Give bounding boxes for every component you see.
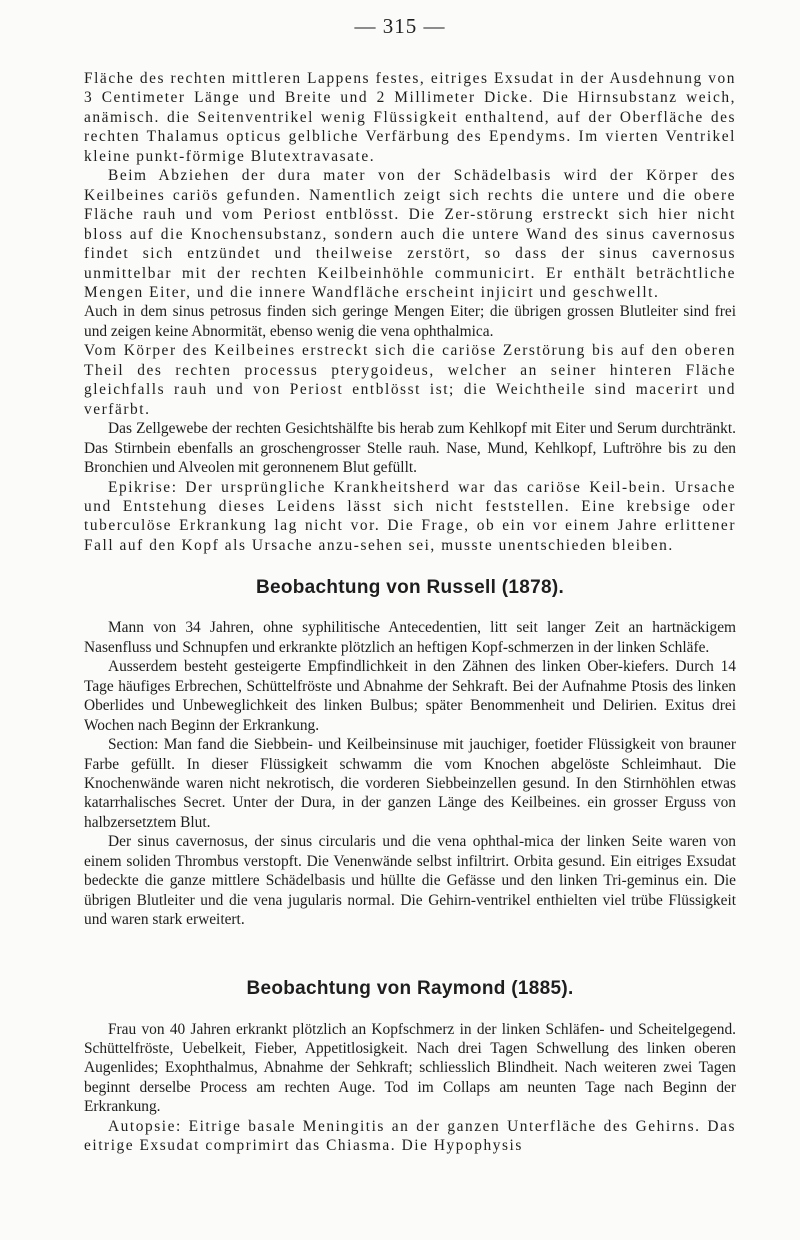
paragraph: Frau von 40 Jahren erkrankt plötzlich an Kopfschmerz in der linken Schläfen- und Scheitelgegend. Schüttelfröste, Uebelkeit, Fieber, Appetitlosigkeit. Nach drei Tagen Schwellung des linken oberen Augenlides; Exophthalmus, Abnahme der Sehkraft; schliesslich Blindheit. Nach weiteren zwei Tagen beginnt derselbe Process am rechten Auge. Tod im Collaps am neunten Tage nach Beginn der Erkrankung. <box>84 1020 736 1116</box>
paragraph: Auch in dem sinus petrosus finden sich geringe Mengen Eiter; die übrigen grossen Blutleiter sind frei und zeigen keine Abnormität, ebenso wenig die vena ophthalmica. <box>84 303 736 340</box>
page-number: — 315 — <box>354 14 446 38</box>
autopsie-paragraph: Autopsie: Eitrige basale Meningitis an der ganzen Unterfläche des Gehirns. Das eitrige Exsudat comprimirt das Chiasma. Die Hypophysis <box>84 1117 736 1155</box>
paragraph: Fläche des rechten mittleren Lappens festes, eitriges Exsudat in der Ausdehnung von 3 Centimeter Länge und Breite und 2 Millimeter Dicke. Die Hirnsubstanz weich, anämisch. die Seitenventrikel wenig Flüssigkeit enthaltend, auf der Oberfläche des rechten Thalamus opticus gelbliche Verfärbung des Ependyms. Im vierten Ventrikel kleine punkt-förmige Blutextravasate. <box>84 70 736 165</box>
paragraph: Das Zellgewebe der rechten Gesichtshälfte bis herab zum Kehlkopf mit Eiter und Serum durchtränkt. Das Stirnbein ebenfalls an groschengrosser Stelle rauh. Nase, Mund, Kehlkopf, Luftröhre bis zu den Bronchien und Alveolen mit geronnenem Blut gefüllt. <box>84 420 736 477</box>
paragraph: Beim Abziehen der dura mater von der Schädelbasis wird der Körper des Keilbeines cariös gefunden. Namentlich zeigt sich rechts die untere und die obere Fläche rauh und vom Periost entblösst. Die Zer-störung erstreckt sich hier nicht bloss auf die Knochensubstanz, sondern auch die untere Wand des sinus cavernosus findet sich entzündet und theilweise zerstört, so dass der sinus cavernosus unmittelbar mit der rechten Keilbeinhöhle communicirt. Er enthält beträchtliche Mengen Eiter, und die innere Wandfläche erscheint injicirt und geschwellt. <box>84 167 736 301</box>
paragraph: Der sinus cavernosus, der sinus circularis und die vena ophthal-mica der linken Seite waren von einem soliden Thrombus verstopft. Die Venenwände selbst infiltrirt. Orbita gesund. Ein eitriges Exsudat bedeckte die ganze mittlere Schädelbasis und hüllte die Gefässe und den linken Tri-geminus ein. Die übrigen Blutleiter und die vena jugularis normal. Die Gehirn-ventrikel enthielten viel trübe Flüssigkeit und waren stark erweitert. <box>84 833 736 929</box>
epikrise-paragraph: Epikrise: Der ursprüngliche Krankheitsherd war das cariöse Keil-bein. Ursache und Entstehung dieses Leidens lässt sich nicht feststellen. Eine krebsige oder tuberculöse Erkrankung lag nicht vor. Die Frage, ob ein vor einem Jahre erlittener Fall auf den Kopf als Ursache anzu-sehen sei, musste unentschieden bleiben. <box>84 478 736 554</box>
section-heading-raymond: Beobachtung von Raymond (1885). <box>246 977 574 999</box>
page-body <box>84 69 736 1156</box>
paragraph: Ausserdem besteht gesteigerte Empfindlichkeit in den Zähnen des linken Ober-kiefers. Durch 14 Tage häufiges Erbrechen, Schüttelfröste und Abnahme der Sehkraft. Bei der Aufnahme Ptosis des linken Oberlides und Unbeweglichkeit des linken Bulbus; später Benommenheit und Delirien. Exitus drei Wochen nach Beginn der Erkrankung. <box>84 658 736 734</box>
paragraph: Mann von 34 Jahren, ohne syphilitische Antecedentien, litt seit langer Zeit an hartnäckigem Nasenfluss und Schnupfen und erkrankte plötzlich an heftigen Kopf-schmerzen in der linken Schläfe. <box>84 619 736 656</box>
paragraph: Vom Körper des Keilbeines erstreckt sich die cariöse Zerstörung bis auf den oberen Theil des rechten processus pterygoideus, welcher an seiner hinteren Fläche gleichfalls rauh und von Periost entblösst ist; die Weichtheile sind macerirt und verfärbt. <box>84 342 736 418</box>
section-findings-paragraph: Section: Man fand die Siebbein- und Keilbeinsinuse mit jauchiger, foetider Flüssigkeit von brauner Farbe gefüllt. In dieser Flüssigkeit schwamm die vom Knochen abgelöste Schleimhaut. Die Knochenwände waren nicht nekrotisch, die vorderen Siebbeinzellen gesund. In den Stirnhöhlen etwas katarrhalisches Secret. Unter der Dura, in der ganzen Länge des Keilbeines. ein grosser Erguss von halbzersetztem Blut. <box>84 736 736 831</box>
section-heading-russell: Beobachtung von Russell (1878). <box>255 577 565 599</box>
